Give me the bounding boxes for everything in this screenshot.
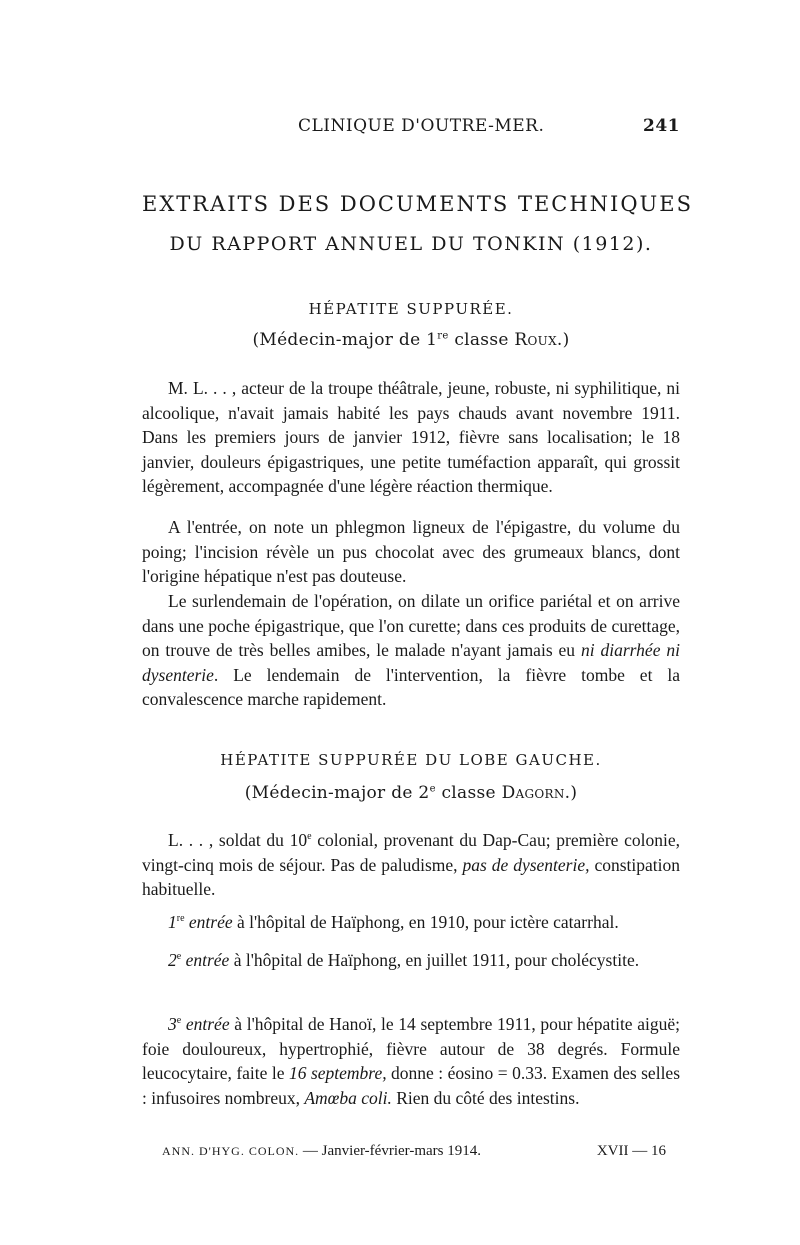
section1-author [142, 330, 680, 350]
section1-heading: HÉPATITE SUPPURÉE. [308, 300, 514, 318]
author-ordinal: e [429, 783, 436, 795]
paragraph-entry-2: 2e entrée à l'hôpital de Haïphong, en juillet 1911, pour cholécystite. [168, 950, 640, 970]
running-header [142, 116, 680, 138]
page-number: 241 [643, 116, 680, 136]
page-footer [162, 1143, 672, 1160]
issue-date: — Janvier-février-mars 1914. [299, 1143, 481, 1159]
main-title-line1: EXTRAITS DES DOCUMENTS TECHNIQUES [142, 192, 693, 216]
italic-phrase: ni diarrhée ni dysenterie [142, 640, 680, 685]
paragraph-case1-history: M. L. . . , acteur de la troupe théâtrale, jeune, robuste, ni syphilitique, ni alcoolique, n'avait jamais habité les pays chauds avant novembre 1911. Dans les premiers jours de janvier 1912, fièvre sans localisation; le 18 janvier, douleurs épigastriques, une petite tuméfaction apparaît, qui grossit légèrement, accompagnée d'une légère réaction thermique. [142, 378, 680, 497]
paragraph-entry-1: 1re entrée à l'hôpital de Haïphong, en 1910, pour ictère catarrhal. [168, 912, 619, 932]
author-suffix: .) [556, 330, 570, 350]
section2-author [142, 783, 680, 803]
author-prefix: (Médecin-major de 1 [252, 330, 438, 350]
section2-heading: HÉPATITE SUPPURÉE DU LOBE GAUCHE. [220, 751, 602, 769]
author-class: classe [448, 330, 515, 350]
author-prefix: (Médecin-major de 2 [244, 783, 430, 803]
journal-abbreviation: ANN. D'HYG. COLON. [162, 1144, 300, 1158]
volume-signature: XVII — 16 [596, 1143, 666, 1159]
author-class: classe [435, 783, 502, 803]
italic-phrase: pas de dysenterie, [462, 854, 590, 875]
paragraph-entry-3: 3e entrée à l'hôpital de Hanoï, le 14 septembre 1911, pour hépatite aiguë; foie douloureux, hypertrophié, fièvre autour de 38 degrés. Formule leucocytaire, faite le 16 septembre, donne : éosino = 0.33. Examen des selles : infusoires nombreux, Amœba coli. Rien du côté des intestins. [142, 1014, 681, 1108]
author-suffix: .) [564, 783, 578, 803]
author-ordinal: re [437, 330, 449, 342]
running-title: CLINIQUE D'OUTRE-MER. [298, 116, 545, 136]
paragraph-case2-intro: L. . . , soldat du 10e colonial, provenant du Dap-Cau; première colonie, vingt-cinq mois de séjour. Pas de paludisme, pas de dysenterie, constipation habituelle. [142, 830, 680, 900]
main-title-line2: DU RAPPORT ANNUEL DU TONKIN (1912). [169, 233, 653, 255]
author-name: Roux [514, 330, 557, 350]
paragraph-case1-outcome: Le surlendemain de l'opération, on dilate un orifice pariétal et on arrive dans une poche épigastrique, que l'on curette; dans ces produits de curettage, on trouve de très belles amibes, le malade n'ayant jamais eu ni diarrhée ni dysenterie. Le lendemain de l'intervention, la fièvre tombe et la convalescence marche rapidement. [142, 591, 680, 710]
paragraph-case1-entry: A l'entrée, on note un phlegmon ligneux de l'épigastre, du volume du poing; l'incision révèle un pus chocolat avec des grumeaux blancs, dont l'origine hépatique n'est pas douteuse. [142, 517, 680, 587]
author-name: Dagorn [501, 783, 565, 803]
